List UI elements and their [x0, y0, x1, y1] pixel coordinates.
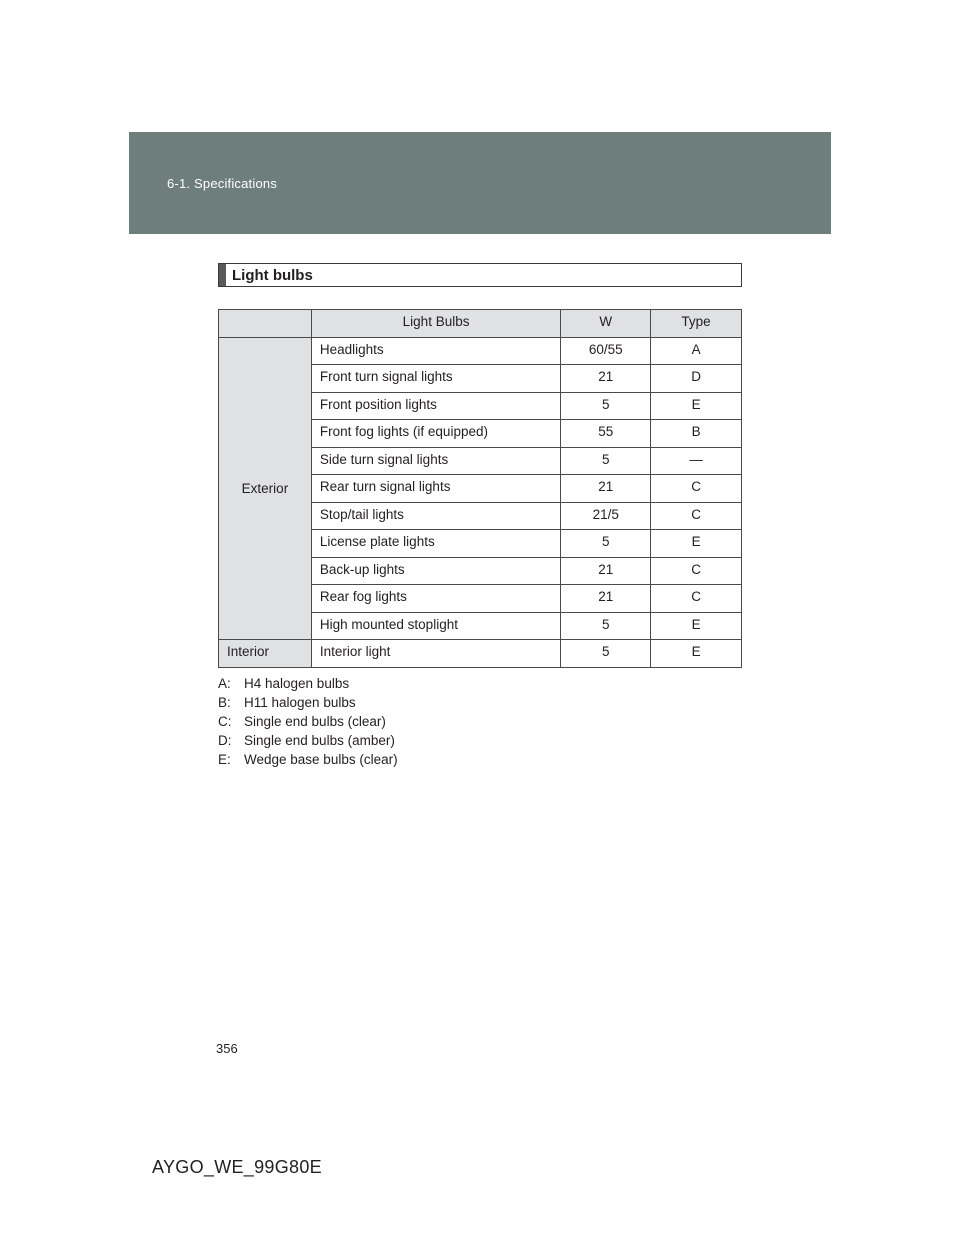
legend-text: Single end bulbs (clear) — [244, 714, 386, 729]
bulb-name-cell: Front fog lights (if equipped) — [311, 420, 560, 448]
legend-item — [218, 750, 398, 769]
bulb-name-cell: Rear turn signal lights — [311, 475, 560, 503]
legend-item — [218, 712, 398, 731]
wattage-cell: 21 — [561, 557, 651, 585]
column-header-w: W — [561, 310, 651, 338]
bulb-type-cell: D — [651, 365, 742, 393]
bulb-type-cell: E — [651, 640, 742, 668]
legend-text: H4 halogen bulbs — [244, 676, 350, 691]
bulb-name-cell: Rear fog lights — [311, 585, 560, 613]
legend-key: B: — [218, 695, 231, 710]
bulb-name-cell: Front turn signal lights — [311, 365, 560, 393]
group-cell: Exterior — [219, 337, 312, 640]
wattage-cell: 5 — [561, 640, 651, 668]
bulb-name-cell: Side turn signal lights — [311, 447, 560, 475]
wattage-cell: 5 — [561, 392, 651, 420]
legend-key: A: — [218, 676, 231, 691]
bulb-name-cell: Headlights — [311, 337, 560, 365]
bulb-type-cell: C — [651, 502, 742, 530]
bulb-type-cell: E — [651, 530, 742, 558]
bulb-type-cell: B — [651, 420, 742, 448]
column-header-group — [219, 310, 312, 338]
legend-key: C: — [218, 714, 232, 729]
wattage-cell: 21/5 — [561, 502, 651, 530]
bulb-type-legend — [218, 674, 398, 769]
wattage-cell: 21 — [561, 365, 651, 393]
legend-item — [218, 731, 398, 750]
wattage-cell: 5 — [561, 447, 651, 475]
wattage-cell: 5 — [561, 612, 651, 640]
bulb-name-cell: License plate lights — [311, 530, 560, 558]
column-header-light-bulbs: Light Bulbs — [311, 310, 560, 338]
legend-item — [218, 674, 398, 693]
legend-key: E: — [218, 752, 231, 767]
wattage-cell: 60/55 — [561, 337, 651, 365]
wattage-cell: 55 — [561, 420, 651, 448]
title-marker — [219, 264, 226, 286]
bulb-type-cell: E — [651, 612, 742, 640]
wattage-cell: 21 — [561, 585, 651, 613]
bulb-type-cell: C — [651, 557, 742, 585]
section-title-box — [218, 263, 742, 287]
group-cell: Interior — [219, 640, 312, 668]
page-title: Light bulbs — [232, 267, 313, 284]
document-code: AYGO_WE_99G80E — [152, 1157, 322, 1177]
table-header-row — [219, 310, 742, 338]
bulb-type-cell: C — [651, 585, 742, 613]
bulb-name-cell: Interior light — [311, 640, 560, 668]
bulb-name-cell: Stop/tail lights — [311, 502, 560, 530]
legend-text: H11 halogen bulbs — [244, 695, 356, 710]
bulb-type-cell: A — [651, 337, 742, 365]
bulb-name-cell: Front position lights — [311, 392, 560, 420]
table-row — [219, 640, 742, 668]
section-header-band — [129, 132, 831, 234]
legend-item — [218, 693, 398, 712]
table-row — [219, 337, 742, 365]
bulb-type-cell: E — [651, 392, 742, 420]
legend-text: Single end bulbs (amber) — [244, 733, 395, 748]
wattage-cell: 21 — [561, 475, 651, 503]
light-bulbs-table — [218, 309, 742, 668]
legend-text: Wedge base bulbs (clear) — [244, 752, 398, 767]
legend-key: D: — [218, 733, 232, 748]
bulb-type-cell: — — [651, 447, 742, 475]
bulb-type-cell: C — [651, 475, 742, 503]
section-label: 6-1. Specifications — [167, 176, 278, 191]
page-number: 356 — [216, 1041, 238, 1056]
bulb-name-cell: Back-up lights — [311, 557, 560, 585]
wattage-cell: 5 — [561, 530, 651, 558]
bulb-name-cell: High mounted stoplight — [311, 612, 560, 640]
column-header-type: Type — [651, 310, 742, 338]
